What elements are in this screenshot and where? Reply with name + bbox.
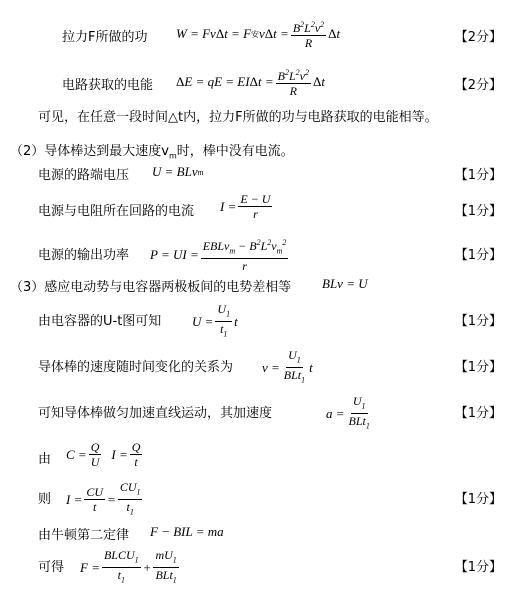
score-current-capacitor: 【1分】 <box>454 492 502 507</box>
line-current-capacitor <box>0 480 530 517</box>
line-capacitance <box>0 440 530 470</box>
line-current <box>0 192 530 222</box>
conclusion-text: 可见，在任意一段时间△t内，拉力F所做的功与电路获取的电能相等。 <box>38 110 438 125</box>
equation-current: I = $\frac{E - U}{r}$ <box>220 192 271 221</box>
label-velocity: 导体棒的速度随时间变化的关系为 <box>38 360 234 375</box>
label-then: 则 <box>38 492 52 507</box>
label-capacitance: 由 <box>38 452 52 467</box>
equation-output-power: P = UI = $\frac{EBLv_m - B^2L^2v_m^2}{r}$ <box>150 238 287 274</box>
equation-terminal-voltage: U = BLv m <box>152 164 204 179</box>
equation-velocity: v = $\frac{U_1}{BLt_1}$ t <box>262 348 313 385</box>
label-newton: 由牛顿第二定律 <box>38 528 130 543</box>
equation-newton: F − BIL = ma <box>150 524 224 539</box>
score-energy: 【2分】 <box>454 78 502 93</box>
equation-capacitance: C = $\frac{Q}{U}$ I = $\frac{Q}{t}$ <box>66 440 141 469</box>
label-terminal-voltage: 电源的路端电压 <box>38 168 130 183</box>
label-acceleration: 可知导体棒做匀加速直线运动，其加速度 <box>38 406 273 421</box>
equation-work: W = Fv Δ t = F 安 v Δ t = $\frac{B^2L^2v^2}{R}$ Δ t <box>176 20 341 50</box>
line-ut-graph <box>0 302 530 339</box>
label-current: 电源与电阻所在回路的电流 <box>38 204 195 219</box>
label-energy: 电路获取的电能 <box>62 78 154 93</box>
line-result <box>0 548 530 585</box>
line-terminal-voltage <box>0 160 530 190</box>
score-velocity: 【1分】 <box>454 360 502 375</box>
line-part3-heading <box>0 274 530 304</box>
line-work <box>0 18 530 48</box>
equation-acceleration: a = $\frac{U_1}{BLt_1}$ <box>326 394 370 431</box>
line-output-power <box>0 236 530 274</box>
score-result: 【1分】 <box>454 560 502 575</box>
score-acceleration: 【1分】 <box>454 406 502 421</box>
equation-current-capacitor: I = $\frac{CU}{t}$ = $\frac{CU_1}{t_1}$ <box>66 480 141 517</box>
score-current: 【1分】 <box>454 204 502 219</box>
score-terminal-voltage: 【1分】 <box>454 168 502 183</box>
part3-heading: （3）感应电动势与电容器两极板间的电势差相等 <box>10 280 292 295</box>
label-ut-graph: 由电容器的U-t图可知 <box>38 314 162 329</box>
line-conclusion <box>0 104 530 134</box>
score-work: 【2分】 <box>454 30 502 45</box>
equation-result: F = $\frac{BLCU_1}{t_1}$ + $\frac{mU_1}{BLt_1}$ <box>80 548 177 585</box>
equation-energy: Δ E = qE = EI Δ t = $\frac{B^2L^2v^2}{R}$ Δ t <box>176 68 325 98</box>
label-output-power: 电源的输出功率 <box>38 248 130 263</box>
score-ut-graph: 【1分】 <box>454 314 502 329</box>
equation-ut-graph: U = $\frac{U_1}{t_1}$ t <box>192 302 238 339</box>
equation-emf-equals-u: BLv = U <box>322 276 368 291</box>
score-output-power: 【1分】 <box>454 248 502 263</box>
line-velocity <box>0 348 530 385</box>
part2-heading: （2）导体棒达到最大速度$v_m$时，棒中没有电流。 <box>10 144 294 161</box>
label-work: 拉力F所做的功 <box>62 30 148 45</box>
label-result: 可得 <box>38 560 65 575</box>
line-energy <box>0 66 530 96</box>
line-acceleration <box>0 394 530 431</box>
